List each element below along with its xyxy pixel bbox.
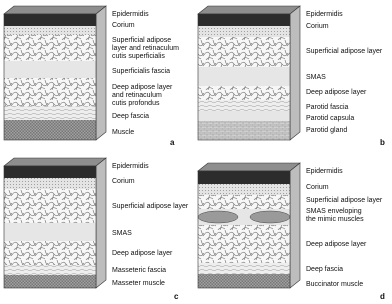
panel-a-block bbox=[4, 6, 106, 140]
panel-d-label-deep-fascia: Deep fascia bbox=[306, 266, 343, 273]
panel-d-label-corium: Corium bbox=[306, 184, 329, 191]
panel-d-label-deep-adipose: Deep adipose layer bbox=[306, 241, 367, 248]
panel-c-label-corium: Corium bbox=[112, 178, 135, 185]
panel-a-label-superficial-adipose-2: layer and retinaculum bbox=[112, 45, 179, 52]
panel-d-letter: d bbox=[380, 292, 385, 301]
panel-c-label-masseter-muscle: Masseter muscle bbox=[112, 280, 165, 287]
panel-a-label-epidermidis: Epidermidis bbox=[112, 11, 149, 18]
panel-a-label-deep-adipose-1: Deep adipose layer bbox=[112, 84, 173, 91]
panel-d-label-smas-2: the mimic muscles bbox=[306, 216, 364, 223]
panel-a-label-superficial-adipose-1: Superficial adipose bbox=[112, 37, 172, 44]
panel-b-label-epidermidis: Epidermidis bbox=[306, 11, 343, 18]
panel-c-label-masseteric-fascia: Masseteric fascia bbox=[112, 267, 167, 274]
panel-a-label-corium: Corium bbox=[112, 22, 135, 29]
panel-c-block bbox=[4, 158, 106, 288]
panel-b-label-smas: SMAS bbox=[306, 74, 326, 81]
panel-b-block bbox=[198, 6, 300, 140]
panel-b-label-parotid-fascia: Parotid fascia bbox=[306, 104, 349, 111]
panel-d-label-buccinator-muscle: Buccinator muscle bbox=[306, 281, 364, 288]
panel-d-label-epidermidis: Epidermidis bbox=[306, 168, 343, 175]
panel-a-label-deep-adipose-3: cutis profondus bbox=[112, 100, 160, 107]
panel-b-letter: b bbox=[380, 138, 385, 147]
panel-c-letter: c bbox=[174, 292, 179, 301]
panel-a-label-deep-fascia: Deep fascia bbox=[112, 113, 149, 120]
panel-a-label-muscle: Muscle bbox=[112, 129, 135, 136]
panel-b-label-parotid-gland: Parotid gland bbox=[306, 127, 348, 134]
panel-d-block bbox=[198, 163, 300, 288]
panel-d-label-smas-1: SMAS enveloping bbox=[306, 208, 362, 215]
panel-c-label-epidermidis: Epidermidis bbox=[112, 163, 149, 170]
panel-a-label-deep-adipose-2: and retinaculum bbox=[112, 92, 162, 99]
panel-a-label-superficialis-fascia: Superficialis fascia bbox=[112, 68, 170, 75]
panel-b-label-deep-adipose: Deep adipose layer bbox=[306, 89, 367, 96]
panel-c-label-superficial-adipose: Superficial adipose layer bbox=[112, 203, 189, 210]
panel-c-label-smas: SMAS bbox=[112, 230, 132, 237]
panel-a-letter: a bbox=[170, 138, 175, 147]
panel-d-label-superficial-adipose: Superficial adipose layer bbox=[306, 197, 383, 204]
panel-a-label-superficial-adipose-3: cutis superficialis bbox=[112, 53, 165, 60]
panel-b-label-superficial-adipose: Superficial adipose layer bbox=[306, 48, 383, 55]
panel-b-label-corium: Corium bbox=[306, 23, 329, 30]
panel-c-label-deep-adipose: Deep adipose layer bbox=[112, 250, 173, 257]
panel-b-label-parotid-capsula: Parotid capsula bbox=[306, 115, 355, 122]
